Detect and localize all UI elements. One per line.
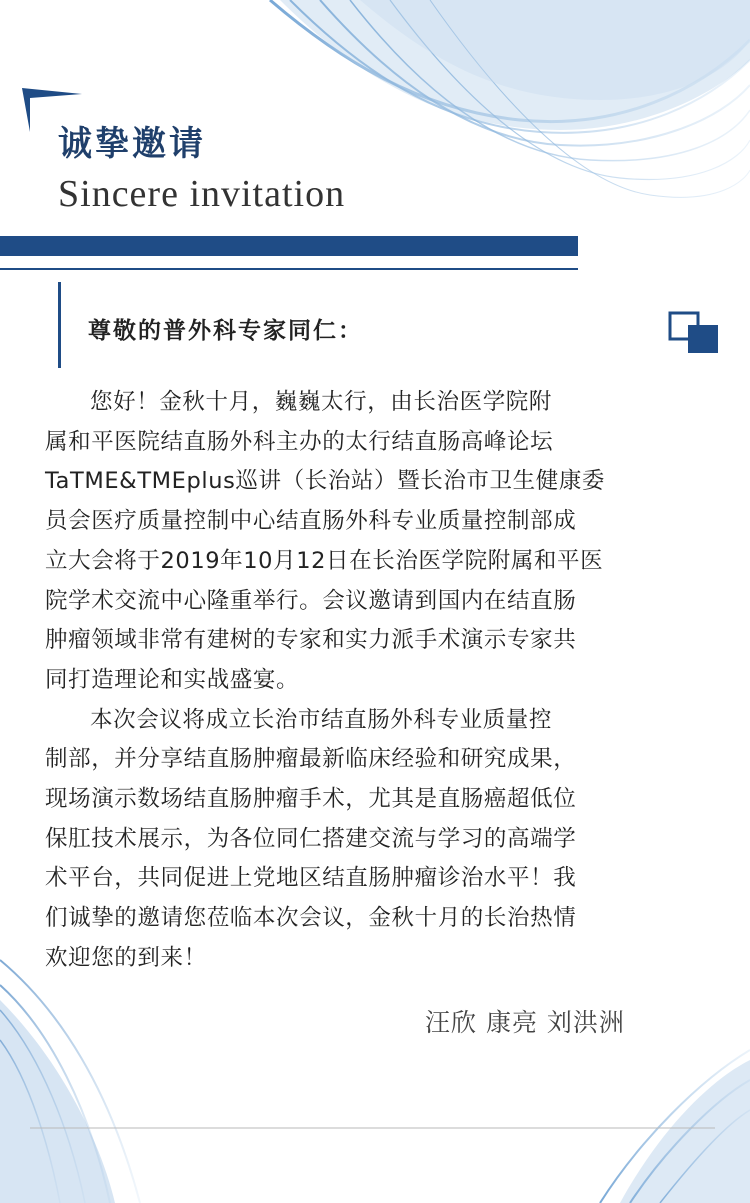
signature: 汪欣 康亮 刘洪洲 <box>425 1008 625 1037</box>
text-line: 术平台，共同促进上党地区结直肠肿瘤诊治水平！我 <box>45 865 577 892</box>
paragraph-2 <box>45 701 700 979</box>
text-line: 立大会将于2019年10月12日在长治医学院附属和平医 <box>45 547 604 574</box>
text-line: 您好！金秋十月，巍巍太行，由长治医学院附 <box>90 389 553 415</box>
text-line: 肿瘤领域非常有建树的专家和实力派手术演示专家共 <box>45 627 577 654</box>
salutation-accent-bar <box>58 282 61 368</box>
text-line: 们诚挚的邀请您莅临本次会议，金秋十月的长治热情 <box>45 905 577 932</box>
text-line: 员会医疗质量控制中心结直肠外科专业质量控制部成 <box>45 508 577 535</box>
text-line: 同打造理论和实战盛宴。 <box>45 666 300 693</box>
page-title-english: Sincere invitation <box>58 173 346 215</box>
salutation: 尊敬的普外科专家同仁： <box>88 318 363 344</box>
text-line: TaTME&TMEplus巡讲（长治站）暨长治市卫生健康委 <box>45 468 606 495</box>
header-divider-band <box>0 236 578 256</box>
text-line: 属和平医院结直肠外科主办的太行结直肠高峰论坛 <box>45 428 554 455</box>
text-line: 制部，并分享结直肠肿瘤最新临床经验和研究成果， <box>45 746 577 773</box>
paragraph-1 <box>45 383 700 701</box>
header-divider-line <box>0 268 578 270</box>
page-title-chinese: 诚挚邀请 <box>58 124 206 164</box>
text-line: 保肛技术展示，为各位同仁搭建交流与学习的高端学 <box>45 825 577 852</box>
overlapping-squares-icon <box>668 311 720 355</box>
text-line: 现场演示数场结直肠肿瘤手术，尤其是直肠癌超低位 <box>45 786 577 813</box>
text-line: 院学术交流中心隆重举行。会议邀请到国内在结直肠 <box>45 587 577 614</box>
text-line: 本次会议将成立长治市结直肠外科专业质量控 <box>90 706 553 733</box>
invitation-body <box>45 383 700 979</box>
text-line: 欢迎您的到来！ <box>45 944 207 971</box>
